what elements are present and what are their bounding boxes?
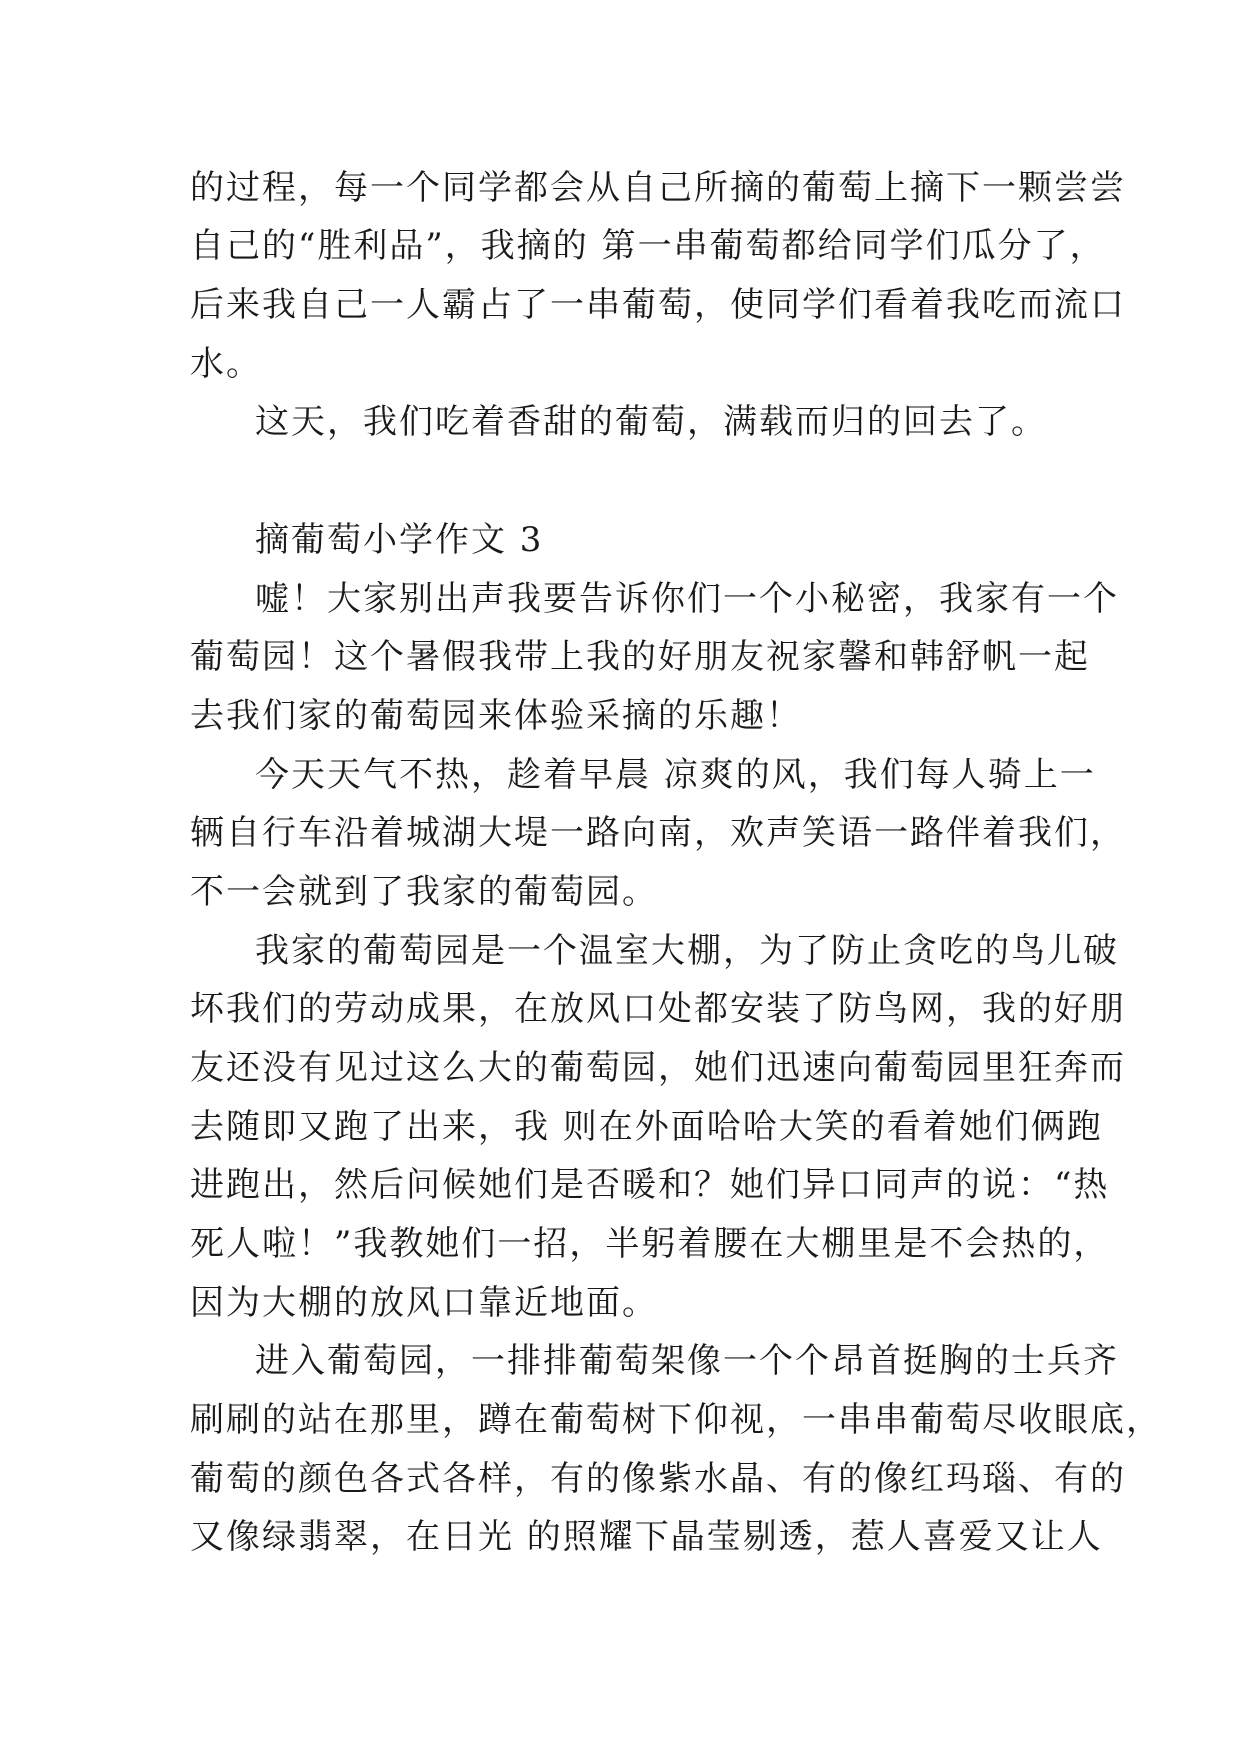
text-line: 自己的“胜利品”，我摘的 第一串葡萄都给同学们瓜分了， (190, 226, 1106, 266)
text-line: 的过程，每一个同学都会从自己所摘的葡萄上摘下一颗尝尝 (190, 168, 1126, 208)
text-line: 因为大棚的放风口靠近地面。 (190, 1283, 658, 1323)
text-line: 死人啦！”我教她们一招，半躬着腰在大棚里是不会热的， (190, 1224, 1110, 1264)
paragraph-first-line: 嘘！大家别出声我要告诉你们一个小秘密，我家有一个 (255, 579, 1119, 619)
paragraph-first-line: 进入葡萄园，一排排葡萄架像一个个昂首挺胸的士兵齐 (255, 1341, 1119, 1381)
text-line: 去我们家的葡萄园来体验采摘的乐趣！ (190, 696, 802, 736)
text-line: 友还没有见过这么大的葡萄园，她们迅速向葡萄园里狂奔而 (190, 1048, 1126, 1088)
text-line: 去随即又跑了出来，我 则在外面哈哈大笑的看着她们俩跑 (190, 1107, 1103, 1147)
text-line: 坏我们的劳动成果，在放风口处都安装了防鸟网，我的好朋 (190, 989, 1126, 1029)
text-line: 葡萄的颜色各式各样，有的像紫水晶、有的像红玛瑙、有的 (190, 1459, 1126, 1499)
paragraph-first-line: 今天天气不热，趁着早晨 凉爽的风，我们每人骑上一 (255, 755, 1096, 795)
text-line: 葡萄园！这个暑假我带上我的好朋友祝家馨和韩舒帆一起 (190, 637, 1090, 677)
text-line: 水。 (190, 344, 262, 384)
text-line: 后来我自己一人霸占了一串葡萄，使同学们看着我吃而流口 (190, 285, 1126, 325)
text-line: 辆自行车沿着城湖大堤一路向南，欢声笑语一路伴着我们， (190, 813, 1126, 853)
paragraph-first-line: 这天，我们吃着香甜的葡萄，满载而归的回去了。 (255, 402, 1047, 442)
section-heading: 摘葡萄小学作文 3 (255, 520, 544, 560)
paragraph-first-line: 我家的葡萄园是一个温室大棚，为了防止贪吃的鸟儿破 (255, 931, 1119, 971)
text-line: 刷刷的站在那里，蹲在葡萄树下仰视，一串串葡萄尽收眼底， (190, 1400, 1162, 1440)
text-line: 不一会就到了我家的葡萄园。 (190, 872, 658, 912)
text-line: 又像绿翡翠，在日光 的照耀下晶莹剔透，惹人喜爱又让人 (190, 1517, 1103, 1557)
text-line: 进跑出，然后问候她们是否暖和？她们异口同声的说：“热 (190, 1165, 1110, 1205)
